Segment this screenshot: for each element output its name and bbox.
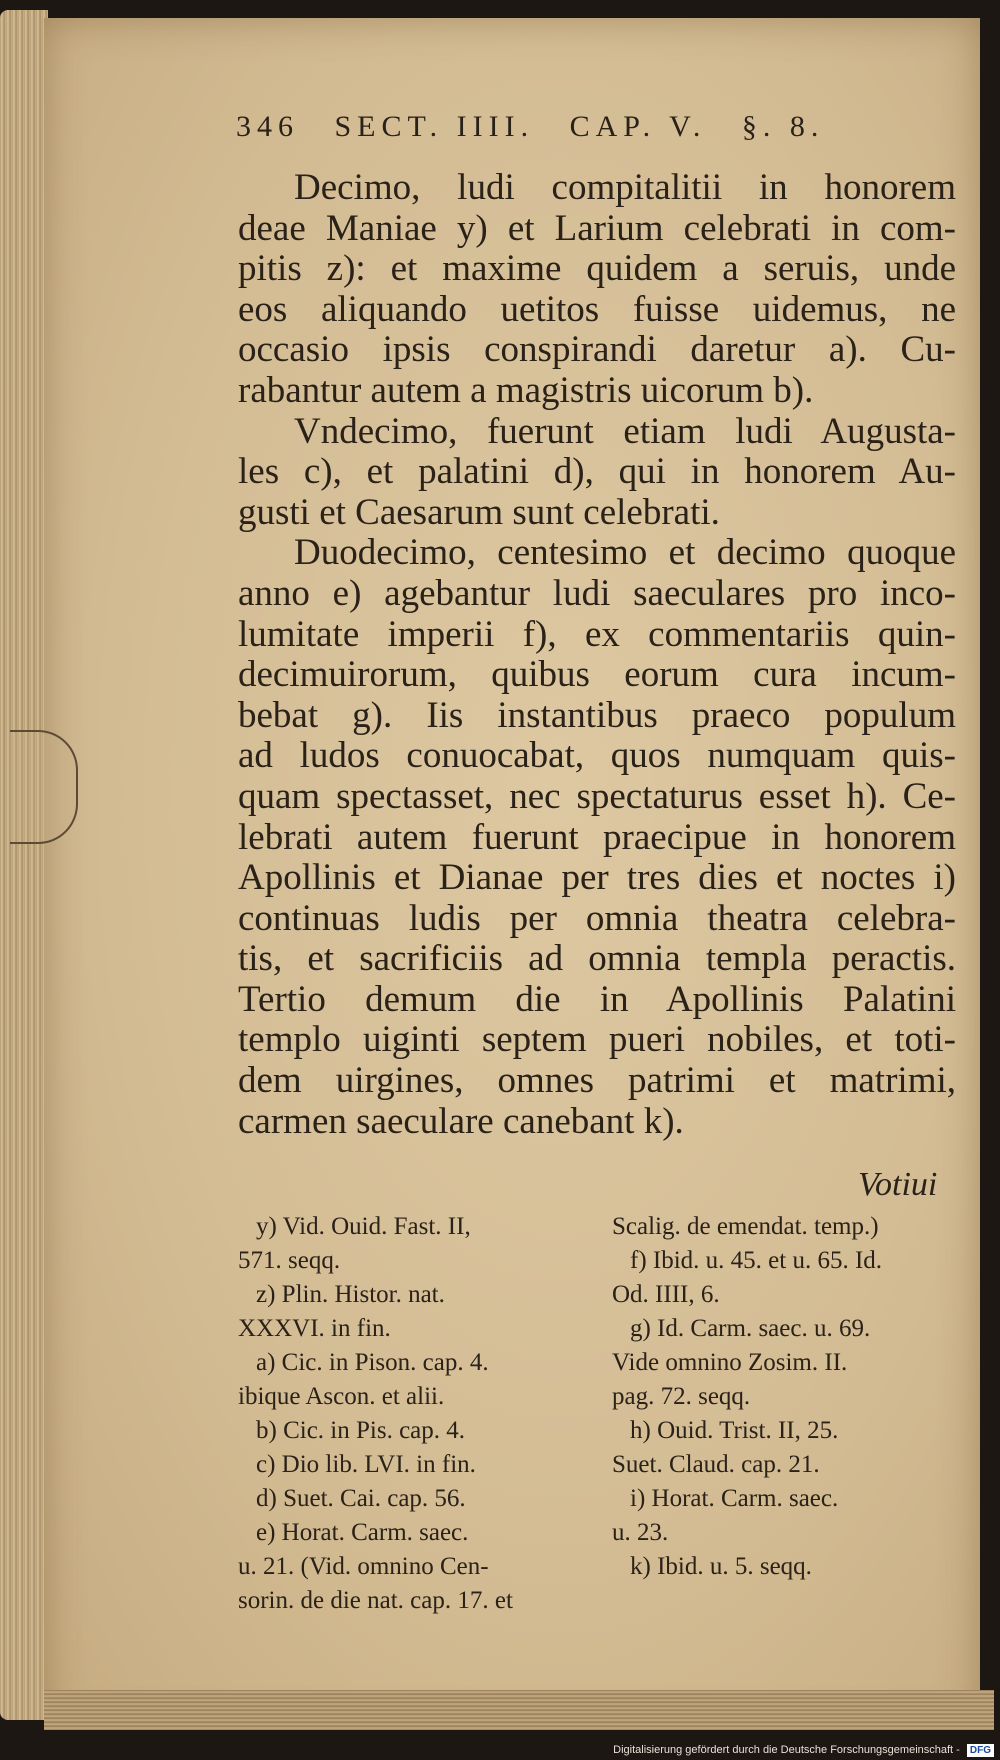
page-tab-marker xyxy=(10,730,78,844)
footnote-line: Vide omnino Zosim. II. xyxy=(612,1349,848,1376)
body-line: ad ludos conuocabat, quos numquam quis- xyxy=(238,735,956,777)
dfg-logo: DFG xyxy=(967,1744,994,1757)
footnote-line: pag. 72. seqq. xyxy=(612,1383,751,1410)
footnote-line: sorin. de die nat. cap. 17. et xyxy=(238,1587,513,1614)
body-line: quam spectasset, nec spectaturus esset h). Ce- xyxy=(238,775,956,817)
body-line: continuas ludis per omnia theatra celebra- xyxy=(238,897,956,939)
body-line: lumitate imperii f), ex commentariis quin- xyxy=(238,613,956,655)
footnote-line: Od. IIII, 6. xyxy=(612,1281,720,1308)
footnote-line: a) Cic. in Pison. cap. 4. xyxy=(256,1349,489,1376)
footnotes-right-column xyxy=(612,1210,952,1584)
body-line: gusti et Caesarum sunt celebrati. xyxy=(238,491,720,533)
body-line: templo uiginti septem pueri nobiles, et toti- xyxy=(238,1019,956,1061)
body-line: Decimo, ludi compitalitii in honorem xyxy=(294,167,956,208)
body-line: decimuirorum, quibus eorum cura incum- xyxy=(238,654,956,696)
footnote-line: u. 23. xyxy=(612,1519,669,1546)
body-line: occasio ipsis conspirandi daretur a). Cu- xyxy=(238,329,956,371)
paragraph-label: §. 8. xyxy=(741,110,825,143)
page-number: 346 xyxy=(236,110,299,143)
body-line: lebrati autem fuerunt praecipue in honorem xyxy=(238,816,956,858)
footnote-line: c) Dio lib. LVI. in fin. xyxy=(256,1451,476,1478)
running-head xyxy=(236,110,956,144)
body-line: Apollinis et Dianae per tres dies et noctes i) xyxy=(238,857,956,899)
footnote-line: f) Ibid. u. 45. et u. 65. Id. xyxy=(630,1247,883,1274)
footnote-line: b) Cic. in Pis. cap. 4. xyxy=(256,1417,466,1444)
body-line: Vndecimo, fuerunt etiam ludi Augusta- xyxy=(294,410,956,452)
footnote-line: 571. seqq. xyxy=(238,1247,341,1274)
footnote-line: i) Horat. Carm. saec. xyxy=(630,1485,839,1512)
credit-text: Digitalisierung gefördert durch die Deutsche Forschungsgemeinschaft - xyxy=(613,1744,960,1756)
footnote-line: k) Ibid. u. 5. seqq. xyxy=(630,1553,812,1580)
body-line: dem uirgines, omnes patrimi et matrimi, xyxy=(238,1060,956,1102)
footnote-line: u. 21. (Vid. omnino Cen- xyxy=(238,1553,489,1580)
footnote-line: Scalig. de emendat. temp.) xyxy=(612,1213,879,1240)
footnote-line: z) Plin. Histor. nat. xyxy=(256,1281,445,1308)
footnote-line: y) Vid. Ouid. Fast. II, xyxy=(256,1213,471,1240)
footnote-line: d) Suet. Cai. cap. 56. xyxy=(256,1485,466,1512)
body-line: anno e) agebantur ludi saeculares pro inco- xyxy=(238,572,956,614)
bottom-page-edge xyxy=(44,1690,994,1730)
body-line: Duodecimo, centesimo et decimo quoque xyxy=(294,532,956,574)
body-line: deae Maniae y) et Larium celebrati in com- xyxy=(238,207,956,249)
body-line: tis, et sacrificiis ad omnia templa peractis. xyxy=(238,938,956,980)
chapter-label: CAP. V. xyxy=(569,110,707,143)
page-stack-edge xyxy=(0,10,48,1720)
body-line: pitis z): et maxime quidem a seruis, unde xyxy=(238,248,956,290)
body-line: les c), et palatini d), qui in honorem Au- xyxy=(238,451,956,493)
body-line: bebat g). Iis instantibus praeco populum xyxy=(238,694,956,736)
digitization-credit xyxy=(600,1740,1000,1760)
body-text xyxy=(238,168,956,1142)
body-line: carmen saeculare canebant k). xyxy=(238,1100,684,1142)
catchword: Votiui xyxy=(858,1166,938,1203)
body-line: rabantur autem a magistris uicorum b). xyxy=(238,369,814,411)
body-line: Tertio demum die in Apollinis Palatini xyxy=(238,978,956,1020)
footnotes-left-column xyxy=(238,1210,578,1618)
footnote-line: Suet. Claud. cap. 21. xyxy=(612,1451,820,1478)
footnote-line: h) Ouid. Trist. II, 25. xyxy=(630,1417,839,1444)
footnote-line: g) Id. Carm. saec. u. 69. xyxy=(630,1315,871,1342)
footnote-line: XXXVI. in fin. xyxy=(238,1315,391,1342)
body-line: eos aliquando uetitos fuisse uidemus, ne xyxy=(238,288,956,330)
footnote-line: ibique Ascon. et alii. xyxy=(238,1383,445,1410)
section-label: SECT. IIII. xyxy=(334,110,535,143)
footnote-line: e) Horat. Carm. saec. xyxy=(256,1519,469,1546)
